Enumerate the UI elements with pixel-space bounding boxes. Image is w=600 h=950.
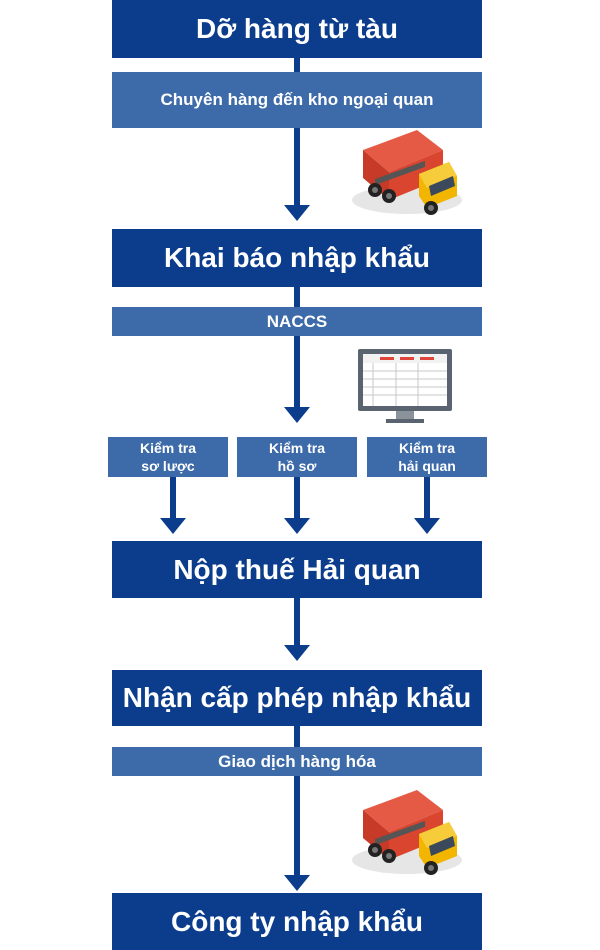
step-importer [112, 893, 482, 950]
connector-line [294, 287, 300, 408]
check-documents [237, 437, 357, 477]
truck-icon [345, 128, 465, 223]
step-declare [112, 229, 482, 287]
step-tax [112, 541, 482, 598]
arrow-down-icon [160, 518, 186, 534]
truck-icon [345, 788, 465, 883]
check-customs-line2: hải quan [398, 458, 456, 474]
check-summary-line2: sơ lược [141, 458, 195, 474]
step-transfer-label: Chuyên hàng đến kho ngoại quan [160, 90, 434, 109]
arrow-down-icon [414, 518, 440, 534]
connector-line [294, 598, 300, 646]
step-transfer [112, 72, 482, 128]
computer-monitor-icon [356, 347, 454, 427]
step-unload-label: Dỡ hàng từ tàu [196, 13, 398, 44]
connector-line [294, 477, 300, 519]
arrow-down-icon [284, 407, 310, 423]
check-summary-line1: Kiểm tra [139, 440, 197, 456]
connector-line [424, 477, 430, 519]
step-importer-label: Công ty nhập khẩu [171, 905, 423, 937]
arrow-down-icon [284, 518, 310, 534]
arrow-down-icon [284, 875, 310, 891]
connector-line [170, 477, 176, 519]
step-tax-label: Nộp thuế Hải quan [173, 553, 421, 585]
step-unload [112, 0, 482, 58]
step-delivery [112, 747, 482, 776]
step-permit [112, 670, 482, 726]
check-customs [367, 437, 487, 477]
check-documents-line2: hồ sơ [277, 458, 317, 474]
arrow-down-icon [284, 645, 310, 661]
step-declare-label: Khai báo nhập khẩu [163, 242, 431, 273]
check-summary [108, 437, 228, 477]
check-customs-line1: Kiểm tra [398, 440, 456, 456]
step-naccs [112, 307, 482, 336]
step-naccs-label: NACCS [266, 311, 328, 331]
step-delivery-label: Giao dịch hàng hóa [218, 751, 376, 771]
check-documents-line1: Kiểm tra [268, 440, 326, 456]
step-permit-label: Nhận cấp phép nhập khẩu [122, 682, 472, 713]
arrow-down-icon [284, 205, 310, 221]
